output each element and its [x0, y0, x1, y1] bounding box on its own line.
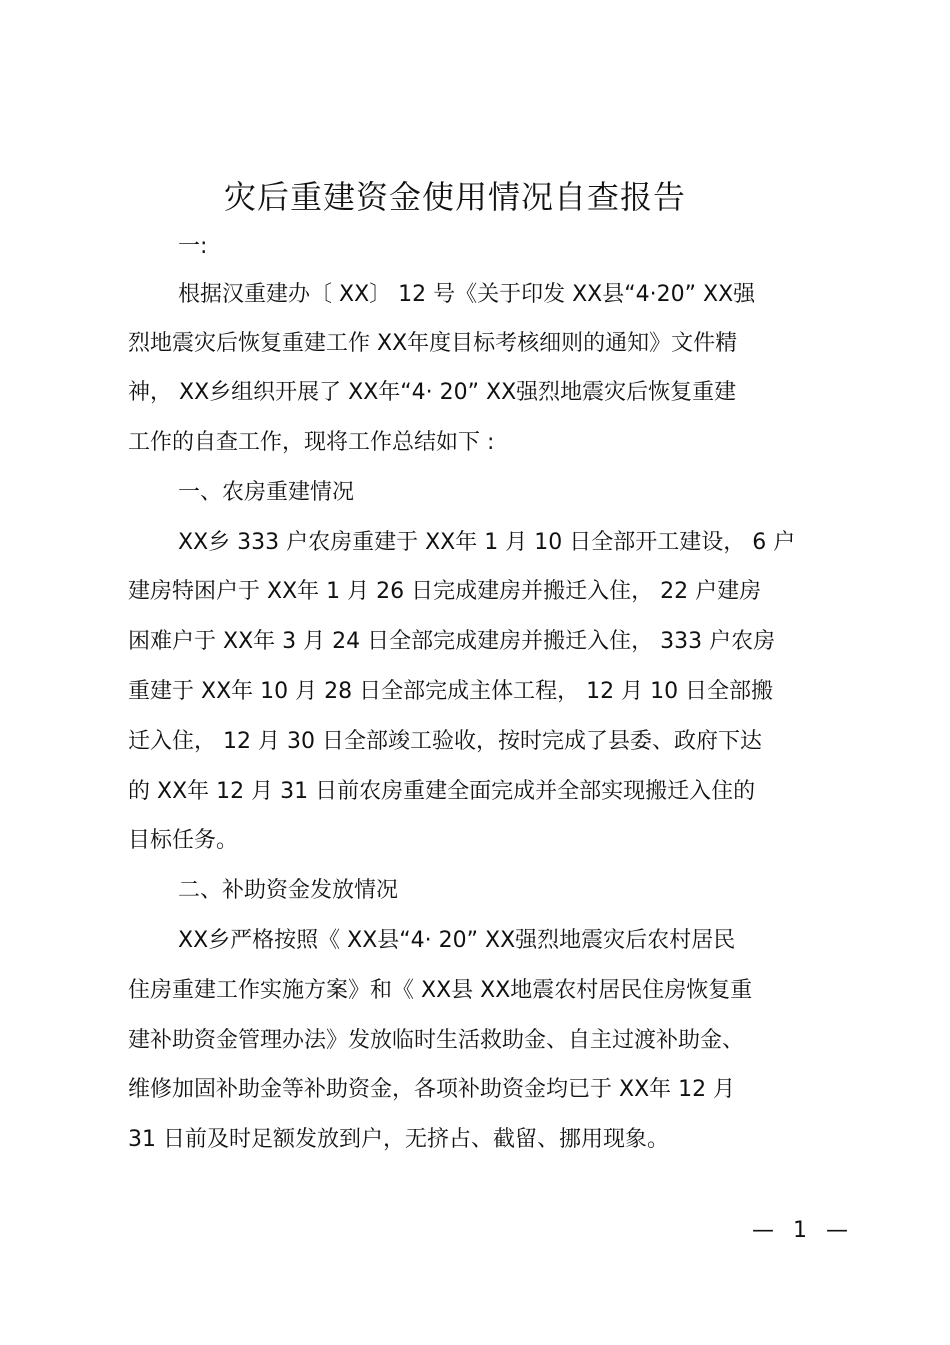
paragraph-line: XX乡 333 户农房重建于 XX年 1 月 10 日全部开工建设， 6 户 — [178, 530, 796, 555]
paragraph-line: 迁入住， 12 月 30 日全部竣工验收，按时完成了县委、政府下达 — [128, 729, 762, 754]
section-heading-farmhouse: 一、农房重建情况 — [178, 480, 355, 505]
paragraph-line: 重建于 XX年 10 月 28 日全部完成主体工程， 12 月 10 日全部搬 — [128, 679, 774, 704]
paragraph-line: 建房特困户于 XX年 1 月 26 日完成建房并搬迁入住， 22 户建房 — [128, 579, 762, 604]
paragraph-line: 神， XX乡组织开展了 XX年“4· 20” XX强烈地震灾后恢复重建 — [128, 380, 737, 405]
document-title: 灾后重建资金使用情况自查报告 — [223, 178, 686, 216]
paragraph-line: 维修加固补助金等补助资金，各项补助资金均已于 XX年 12 月 — [128, 1077, 736, 1102]
paragraph-line: 的 XX年 12 月 31 日前农房重建全面完成并全部实现搬迁入住的 — [128, 779, 756, 804]
paragraph-line: 建补助资金管理办法》发放临时生活救助金、自主过渡补助金、 — [128, 1028, 745, 1053]
paragraph-line: 困难户于 XX年 3 月 24 日全部完成建房并搬迁入住， 333 户农房 — [128, 629, 776, 654]
section-heading-subsidy: 二、补助资金发放情况 — [178, 878, 399, 903]
paragraph-line: 目标任务。 — [128, 828, 239, 853]
paragraph-line: 烈地震灾后恢复重建工作 XX年度目标考核细则的通知》文件精 — [128, 331, 738, 356]
paragraph-line: 工作的自查工作，现将工作总结如下 : — [128, 430, 495, 455]
paragraph-line: 住房重建工作实施方案》和《 XX县 XX地震农村居民住房恢复重 — [128, 978, 753, 1003]
page-number: — 1 — — [752, 1218, 854, 1243]
paragraph-line: 根据汉重建办〔 XX〕 12 号《关于印发 XX县“4·20” XX强 — [178, 282, 756, 307]
paragraph-line: 31 日前及时足额发放到户，无挤占、截留、挪用现象。 — [128, 1127, 669, 1152]
section-heading-1: 一: — [178, 234, 208, 259]
paragraph-line: XX乡严格按照《 XX县“4· 20” XX强烈地震灾后农村居民 — [178, 928, 736, 953]
